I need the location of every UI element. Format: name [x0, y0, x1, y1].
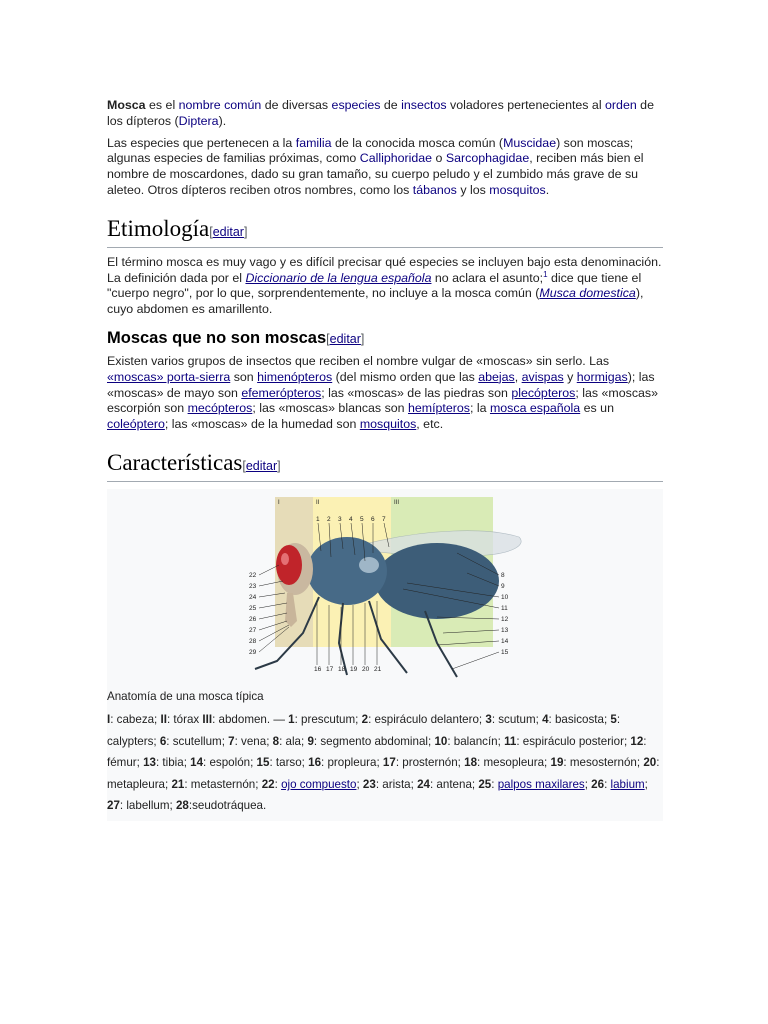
link-mosquitos[interactable]: mosquitos: [489, 182, 546, 197]
link-abejas[interactable]: abejas: [478, 369, 515, 384]
link-mecopteros[interactable]: mecópteros: [187, 401, 253, 416]
caption-desc: :seudotráquea.: [188, 799, 267, 813]
label-21: 21: [374, 665, 382, 673]
label-15: 15: [501, 648, 509, 656]
text: ; las «moscas» de las piedras son: [321, 385, 512, 400]
caption-desc: ;: [356, 777, 363, 791]
caption-desc: ;: [584, 777, 592, 791]
label-section-iii: III: [394, 499, 400, 506]
label-9: 9: [501, 582, 505, 590]
article-body: [107, 98, 663, 821]
caption-key: 25: [478, 777, 492, 791]
caption-desc: : prescutum;: [294, 713, 362, 727]
caption-desc: : balancín;: [447, 734, 505, 748]
caption-key: 22: [261, 777, 275, 791]
text: voladores pertenecientes al: [446, 98, 606, 112]
caption-desc: : metapleura;: [107, 756, 660, 791]
caption-desc: : segmento abdominal;: [313, 734, 435, 748]
label-2: 2: [327, 515, 331, 523]
link-diptera[interactable]: Diptera: [178, 113, 219, 128]
label-13: 13: [501, 626, 509, 634]
caption-desc: : fémur;: [107, 734, 647, 770]
text: dice que tiene el "cuerpo negro", por lo que, sorprendentemente, no incluye a la mosca común (: [107, 270, 642, 301]
label-20: 20: [362, 665, 370, 673]
text: ).: [218, 113, 227, 128]
text: ); las «moscas» de mayo son: [107, 369, 655, 400]
caption-desc: : espiráculo delantero;: [368, 713, 486, 727]
label-10: 10: [501, 593, 509, 601]
label-23: 23: [249, 582, 257, 590]
label-19: 19: [350, 665, 358, 673]
link-mosquitos-2[interactable]: mosquitos: [359, 417, 417, 432]
link-diccionario[interactable]: Diccionario de la lengua española: [245, 270, 432, 285]
text: Existen varios grupos de insectos que reciben el nombre vulgar de «moscas» sin serlo. Las: [107, 353, 610, 368]
text: .: [545, 182, 550, 197]
heading-etimologia: [107, 215, 663, 248]
link-porta-sierra[interactable]: «moscas» porta-sierra: [107, 369, 231, 384]
text: de la conocida mosca común (: [331, 135, 504, 150]
label-24: 24: [249, 593, 257, 601]
caption-key: 11: [504, 734, 517, 748]
caption-desc: : tibia;: [155, 756, 191, 770]
caption-key: 24: [417, 777, 430, 791]
text: de los dípteros (: [107, 98, 654, 128]
text: ,: [514, 369, 522, 384]
caption-desc: : ala;: [279, 734, 308, 748]
label-27: 27: [249, 626, 257, 634]
edit-link-etimologia[interactable]: editar: [212, 224, 244, 239]
caption-key: 27: [107, 799, 120, 813]
label-18: 18: [338, 665, 346, 673]
caption-key: 17: [382, 756, 396, 770]
caption-key: 21: [171, 777, 185, 791]
label-14: 14: [501, 637, 509, 645]
bracket: ]: [360, 331, 365, 346]
text: o: [432, 151, 446, 166]
caption-key: III: [202, 713, 213, 727]
caption-title: Anatomía de una mosca típica: [107, 689, 264, 703]
caption-key: 13: [143, 756, 156, 770]
caption-key: 4: [542, 713, 549, 727]
text: y los: [456, 182, 490, 197]
link-muscidae[interactable]: Muscidae: [503, 135, 557, 150]
eye-highlight: [281, 553, 289, 565]
link-coleoptero[interactable]: coleóptero: [107, 417, 165, 432]
caption-key: 23: [362, 777, 376, 791]
caption-desc: : espolón;: [203, 756, 257, 770]
link-especies[interactable]: especies: [331, 98, 381, 112]
caption-desc: : tórax: [166, 713, 203, 727]
link-calliphoridae[interactable]: Calliphoridae: [359, 151, 433, 166]
label-12: 12: [501, 615, 509, 623]
text: es un: [580, 401, 614, 416]
text: , etc.: [416, 417, 444, 432]
label-1: 1: [316, 515, 320, 523]
link-sarcophagidae[interactable]: Sarcophagidae: [445, 151, 530, 166]
link-orden[interactable]: orden: [605, 98, 637, 112]
label-section-ii: II: [316, 499, 320, 506]
caption-key: 3: [485, 713, 492, 727]
text: ; la: [469, 401, 490, 416]
label-section-i: I: [278, 499, 280, 506]
caption-desc: : cabeza;: [110, 713, 161, 727]
label-3: 3: [338, 515, 342, 523]
caption-desc: : metasternón;: [184, 777, 262, 791]
link-plecopteros[interactable]: plecópteros: [511, 385, 576, 400]
calypter: [359, 557, 379, 573]
text: ) son moscas; algunas especies de familias próximas, como: [107, 135, 634, 166]
heading-text: Moscas que no son moscas: [107, 328, 327, 347]
caption-key: 10: [434, 734, 448, 748]
edit-link-caracteristicas[interactable]: editar: [245, 458, 278, 473]
bracket: [: [209, 224, 213, 239]
caption-key: 7: [228, 734, 235, 748]
caption-key: 14: [190, 756, 204, 770]
compound-eye: [276, 545, 302, 585]
edit-section: [326, 332, 364, 346]
text: de: [380, 98, 402, 112]
link-palpos-maxilares[interactable]: palpos maxilares: [497, 777, 585, 791]
heading-caracteristicas: [107, 449, 663, 482]
caption-key: 6: [159, 734, 167, 748]
label-8: 8: [501, 571, 505, 579]
text: , reciben más bien el nombre de moscardones, dado su gran tamaño, su cuerpo peludo y el zumbido más grave de su aleteo. Otros dípteros reciben otros nombres, como los: [107, 151, 644, 197]
caption-desc: : propleura;: [321, 756, 383, 770]
text: son: [230, 369, 258, 384]
label-5: 5: [360, 515, 364, 523]
caption-desc: :: [274, 777, 282, 791]
caption-desc: : scutellum;: [166, 734, 229, 748]
caption-desc: : mesopleura;: [477, 756, 551, 770]
caption-desc: : abdomen. —: [212, 713, 289, 727]
reference-link[interactable]: 1: [543, 269, 548, 279]
caption-key: 20: [643, 756, 657, 770]
term-mosca: Mosca: [107, 98, 146, 112]
caption-key: 28: [175, 799, 189, 813]
heading-text: Características: [107, 449, 243, 475]
label-26: 26: [249, 615, 257, 623]
caption-key: 8: [272, 734, 280, 748]
fly-abdomen: [375, 543, 499, 619]
link-mosca-espanola[interactable]: mosca española: [489, 401, 581, 416]
caption-desc: :: [604, 777, 611, 791]
caption-desc: : arista;: [375, 777, 418, 791]
caption-desc: : espiráculo posterior;: [516, 734, 631, 748]
link-efemeropteros[interactable]: efemerópteros: [241, 385, 322, 400]
caption-desc: : labellum;: [119, 799, 176, 813]
label-7: 7: [382, 515, 386, 523]
figure-caption: [107, 683, 663, 817]
caption-desc: : mesosternón;: [563, 756, 644, 770]
caption-key: 5: [610, 713, 617, 727]
caption-desc: : prosternón;: [395, 756, 465, 770]
label-6: 6: [371, 515, 375, 523]
bracket: [: [242, 458, 246, 473]
edit-link-no-moscas[interactable]: editar: [329, 331, 361, 346]
edit-section: [242, 459, 280, 473]
link-avispas[interactable]: avispas: [521, 369, 564, 384]
label-29: 29: [249, 648, 257, 656]
fly-anatomy-diagram: [107, 493, 663, 683]
label-17: 17: [326, 665, 334, 673]
text: y: [563, 369, 577, 384]
caption-desc: : tarso;: [269, 756, 309, 770]
fly-anatomy-figure[interactable]: [107, 493, 663, 683]
label-25: 25: [249, 604, 257, 612]
no-moscas-paragraph: [107, 354, 663, 433]
caption-desc: :: [491, 777, 498, 791]
link-hemipteros[interactable]: hemípteros: [408, 401, 470, 416]
caption-text: [107, 713, 659, 812]
caption-key: II: [160, 713, 167, 727]
caption-key: 9: [307, 734, 314, 748]
caption-key: 16: [308, 756, 322, 770]
caption-desc: : antena;: [429, 777, 479, 791]
caption-desc: : vena;: [234, 734, 273, 748]
bracket: ]: [243, 224, 248, 239]
caption-desc: : calypters;: [107, 713, 621, 748]
link-familia[interactable]: familia: [295, 135, 332, 150]
caption-desc: ;: [644, 777, 648, 791]
label-11: 11: [501, 604, 508, 612]
heading-moscas-que-no-son-moscas: [107, 328, 663, 350]
text: El término mosca es muy vago y es difícil precisar qué especies se incluyen bajo esta denominación. La definición dada por el: [107, 254, 662, 285]
edit-section: [209, 225, 247, 239]
link-nombre-comun[interactable]: nombre común: [178, 98, 262, 112]
text: no aclara el asunto;: [431, 270, 544, 285]
bracket: ]: [277, 458, 281, 473]
text: ; las «moscas» de la humedad son: [164, 417, 360, 432]
caption-desc: : basicosta;: [548, 713, 611, 727]
text: es el: [145, 98, 179, 112]
link-insectos[interactable]: insectos: [401, 98, 447, 112]
text: ; las «moscas» blancas son: [252, 401, 408, 416]
figure-thumbnail: [107, 489, 663, 821]
bracket: [: [326, 331, 330, 346]
label-28: 28: [249, 637, 257, 645]
text: Las especies que pertenecen a la: [107, 135, 296, 150]
caption-key: 18: [464, 756, 478, 770]
intro-paragraph-1: [107, 98, 663, 130]
caption-key: 15: [256, 756, 270, 770]
label-4: 4: [349, 515, 353, 523]
link-ojo-compuesto[interactable]: ojo compuesto: [281, 777, 357, 791]
caption-key: 12: [630, 734, 644, 748]
link-tabanos[interactable]: tábanos: [412, 182, 457, 197]
text: ; las «moscas» escorpión son: [107, 385, 659, 416]
link-himenopteros[interactable]: himenópteros: [257, 369, 333, 384]
caption-key: 19: [550, 756, 564, 770]
label-22: 22: [249, 571, 257, 579]
heading-text: Etimología: [107, 215, 210, 241]
link-musca-domestica[interactable]: Musca domestica: [539, 286, 636, 301]
intro-paragraph-2: [107, 136, 663, 199]
text: (del mismo orden que las: [332, 369, 479, 384]
caption-desc: : scutum;: [491, 713, 543, 727]
link-labium[interactable]: labium: [610, 777, 645, 791]
link-hormigas[interactable]: hormigas: [576, 369, 628, 384]
text: ), cuyo abdomen es amarillento.: [107, 286, 644, 317]
text: de diversas: [261, 98, 332, 112]
caption-key: 2: [361, 713, 369, 727]
caption-key: 1: [288, 713, 295, 727]
label-16: 16: [314, 665, 322, 673]
caption-key: 26: [591, 777, 605, 791]
etimologia-paragraph: [107, 255, 663, 318]
caption-key: I: [107, 713, 111, 727]
